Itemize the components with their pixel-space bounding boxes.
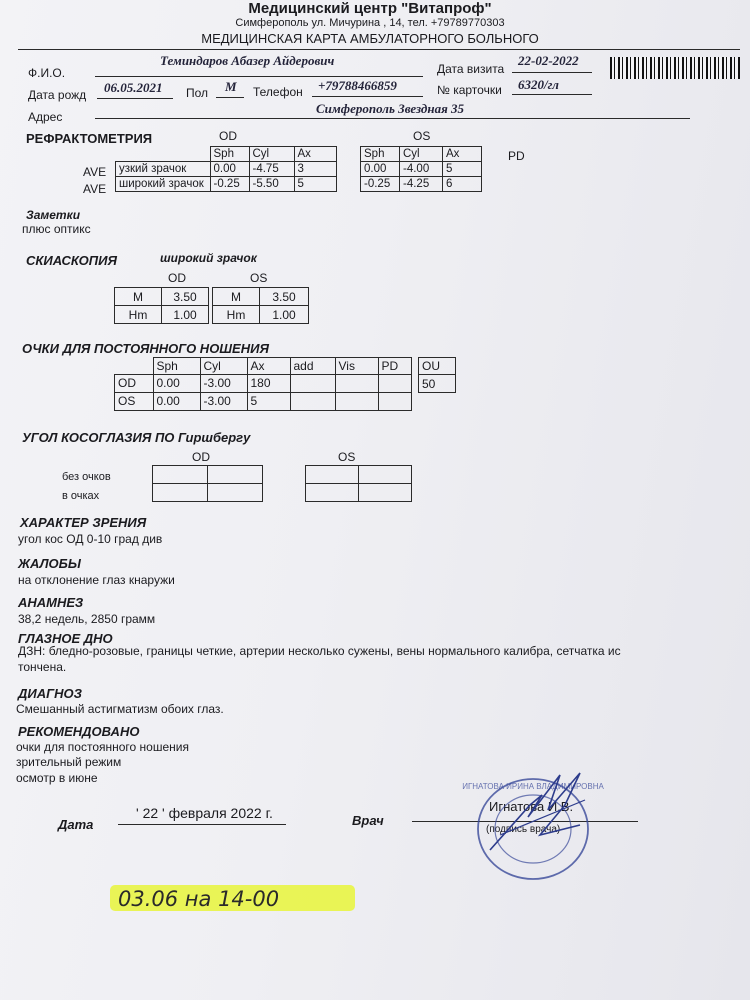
skia-title: СКИАСКОПИЯ bbox=[26, 253, 117, 268]
phone-label: Телефон bbox=[253, 85, 303, 99]
skia-cell: M bbox=[213, 288, 260, 306]
skia-subtitle: широкий зрачок bbox=[160, 251, 257, 265]
document-title: МЕДИЦИНСКАЯ КАРТА АМБУЛАТОРНОГО БОЛЬНОГО bbox=[201, 31, 539, 46]
glasses-cell: -3.00 bbox=[200, 392, 247, 410]
refracto-cell: 5 bbox=[294, 177, 336, 192]
anamnesis-title: АНАМНЕЗ bbox=[18, 595, 84, 610]
fio-underline bbox=[95, 76, 423, 77]
handwritten-note-text: 03.06 на 14-00 bbox=[118, 887, 280, 911]
signature bbox=[470, 765, 610, 860]
refracto-os-col: Sph bbox=[361, 147, 400, 162]
refracto-od-table bbox=[115, 146, 337, 192]
vision-text: угол кос ОД 0-10 град див bbox=[18, 532, 163, 546]
refracto-cell: 0.00 bbox=[210, 162, 249, 177]
refracto-pd-label: PD bbox=[508, 149, 525, 163]
glasses-col: Sph bbox=[153, 358, 200, 375]
phone-underline bbox=[312, 96, 423, 97]
visit-date-underline bbox=[512, 72, 592, 73]
fundus-text-line1: ДЗН: бледно-розовые, границы четкие, артерии несколько сужены, вены нормального калибра, сетчатка ис bbox=[18, 644, 621, 658]
skia-cell: 3.50 bbox=[260, 288, 309, 306]
refracto-cell: -4.75 bbox=[249, 162, 294, 177]
footer-date-underline bbox=[118, 824, 286, 825]
glasses-col: add bbox=[290, 358, 335, 375]
notes-text: плюс оптикс bbox=[22, 222, 91, 236]
glasses-col: Vis bbox=[335, 358, 378, 375]
refracto-cell: 3 bbox=[294, 162, 336, 177]
skia-cell: Hm bbox=[213, 306, 260, 324]
glasses-eye: OS bbox=[115, 392, 154, 410]
strab-cell bbox=[153, 466, 208, 484]
sex-underline bbox=[216, 97, 244, 98]
glasses-col: Ax bbox=[247, 358, 290, 375]
refracto-cell: 0.00 bbox=[361, 162, 400, 177]
barcode bbox=[610, 57, 740, 79]
refracto-os-col: Cyl bbox=[400, 147, 443, 162]
glasses-cell bbox=[378, 392, 411, 410]
address-value: Симферополь Звездная 35 bbox=[316, 101, 465, 116]
glasses-cell: -3.00 bbox=[200, 374, 247, 392]
skia-cell: 3.50 bbox=[162, 288, 209, 306]
doctor-label: Врач bbox=[352, 813, 384, 828]
footer-date-value: ' 22 ' февраля 2022 г. bbox=[136, 805, 273, 821]
address-underline bbox=[95, 118, 690, 119]
dob-underline bbox=[97, 98, 173, 99]
strab-od-table bbox=[152, 465, 263, 502]
vision-title: ХАРАКТЕР ЗРЕНИЯ bbox=[20, 515, 147, 530]
glasses-cell: 180 bbox=[247, 374, 290, 392]
refracto-od-col: Ax bbox=[294, 147, 336, 162]
clinic-address: Симферополь ул. Мичурина , 14, тел. +79789770303 bbox=[235, 17, 505, 29]
notes-title: Заметки bbox=[26, 208, 81, 222]
glasses-cell bbox=[290, 374, 335, 392]
strab-cell bbox=[359, 466, 412, 484]
refracto-os-col: Ax bbox=[443, 147, 482, 162]
rec-item: осмотр в июне bbox=[16, 771, 98, 785]
strab-cell bbox=[208, 484, 263, 502]
refracto-cell: -5.50 bbox=[249, 177, 294, 192]
refracto-cell: -4.00 bbox=[400, 162, 443, 177]
refracto-od-label: OD bbox=[219, 129, 237, 143]
strab-cell bbox=[208, 466, 263, 484]
refracto-od-col: Sph bbox=[210, 147, 249, 162]
skia-od-table bbox=[114, 287, 209, 324]
card-underline bbox=[512, 94, 592, 95]
glasses-title: ОЧКИ ДЛЯ ПОСТОЯННОГО НОШЕНИЯ bbox=[22, 341, 269, 356]
refracto-cell: -0.25 bbox=[361, 177, 400, 192]
skia-os-label: OS bbox=[250, 271, 268, 285]
skia-od-label: OD bbox=[168, 271, 186, 285]
glasses-corner bbox=[115, 358, 154, 375]
strab-od-label: OD bbox=[192, 450, 210, 464]
strab-cell bbox=[359, 484, 412, 502]
card-label: № карточки bbox=[437, 83, 502, 97]
refracto-os-table bbox=[360, 146, 482, 192]
doctor-name: Игнатова И.В. bbox=[489, 799, 574, 814]
refracto-title: РЕФРАКТОМЕТРИЯ bbox=[26, 131, 153, 146]
glasses-table bbox=[114, 357, 412, 411]
pupil-wide: широкий зрачок bbox=[116, 177, 211, 192]
address-label: Адрес bbox=[28, 110, 63, 124]
signature-caption: (подпись врача) bbox=[486, 824, 561, 835]
ave-label-2: AVE bbox=[83, 182, 107, 196]
card-value: 6320/гл bbox=[518, 77, 559, 92]
complaints-text: на отклонение глаз кнаружи bbox=[18, 573, 175, 587]
visit-date-label: Дата визита bbox=[437, 62, 505, 76]
diagnosis-text: Смешанный астигматизм обоих глаз. bbox=[16, 702, 224, 716]
stamp-text: ИГНАТОВА ИРИНА ВЛАДИМИРОВНА bbox=[462, 782, 604, 791]
strab-title: УГОЛ КОСОГЛАЗИЯ ПО Гиршбергу bbox=[22, 430, 251, 445]
strab-row-glasses: в очках bbox=[62, 490, 100, 502]
glasses-cell bbox=[335, 374, 378, 392]
recs-title: РЕКОМЕНДОВАНО bbox=[18, 724, 140, 739]
fio-label: Ф.И.О. bbox=[28, 66, 66, 80]
anamnesis-text: 38,2 недель, 2850 грамм bbox=[18, 612, 156, 626]
sex-label: Пол bbox=[186, 86, 209, 100]
ou-value: 50 bbox=[419, 375, 456, 393]
skia-cell: Hm bbox=[115, 306, 162, 324]
glasses-eye: OD bbox=[115, 374, 154, 392]
complaints-title: ЖАЛОБЫ bbox=[18, 556, 81, 571]
strab-os-table bbox=[305, 465, 412, 502]
clinic-name: Медицинский центр "Витапроф" bbox=[248, 0, 492, 17]
skia-cell: 1.00 bbox=[260, 306, 309, 324]
refracto-cell: -4.25 bbox=[400, 177, 443, 192]
fundus-text-line2: тончена. bbox=[18, 660, 67, 674]
refracto-cell: -0.25 bbox=[210, 177, 249, 192]
strab-cell bbox=[153, 484, 208, 502]
skia-cell: 1.00 bbox=[162, 306, 209, 324]
refracto-os-label: OS bbox=[413, 129, 431, 143]
glasses-cell bbox=[290, 392, 335, 410]
glasses-col: PD bbox=[378, 358, 411, 375]
glasses-col: Cyl bbox=[200, 358, 247, 375]
strab-cell bbox=[306, 466, 359, 484]
header-divider bbox=[18, 49, 740, 50]
glasses-ou-table bbox=[418, 357, 456, 393]
footer-date-label: Дата bbox=[58, 817, 94, 832]
diagnosis-title: ДИАГНОЗ bbox=[18, 686, 82, 701]
glasses-cell: 5 bbox=[247, 392, 290, 410]
fio-value: Теминдаров Абазер Айдерович bbox=[160, 53, 335, 68]
rec-item: зрительный режим bbox=[16, 755, 122, 769]
strab-row-no-glasses: без очков bbox=[62, 471, 111, 483]
skia-os-table bbox=[212, 287, 309, 324]
phone-value: +79788466859 bbox=[318, 78, 397, 93]
pupil-narrow: узкий зрачок bbox=[116, 162, 211, 177]
glasses-cell: 0.00 bbox=[153, 374, 200, 392]
strab-os-label: OS bbox=[338, 450, 356, 464]
sex-value: М bbox=[225, 79, 237, 94]
ave-label-1: AVE bbox=[83, 165, 107, 179]
handwritten-note bbox=[110, 882, 355, 915]
fundus-title: ГЛАЗНОЕ ДНО bbox=[18, 631, 113, 646]
refracto-od-corner bbox=[116, 147, 211, 162]
glasses-cell bbox=[378, 374, 411, 392]
dob-value: 06.05.2021 bbox=[104, 80, 163, 95]
strab-cell bbox=[306, 484, 359, 502]
skia-cell: M bbox=[115, 288, 162, 306]
rec-item: очки для постоянного ношения bbox=[16, 740, 189, 754]
dob-label: Дата рожд bbox=[28, 88, 87, 102]
glasses-cell bbox=[335, 392, 378, 410]
ou-label: OU bbox=[419, 358, 456, 375]
refracto-od-col: Cyl bbox=[249, 147, 294, 162]
refracto-cell: 6 bbox=[443, 177, 482, 192]
glasses-cell: 0.00 bbox=[153, 392, 200, 410]
refracto-cell: 5 bbox=[443, 162, 482, 177]
visit-date-value: 22-02-2022 bbox=[518, 53, 579, 68]
